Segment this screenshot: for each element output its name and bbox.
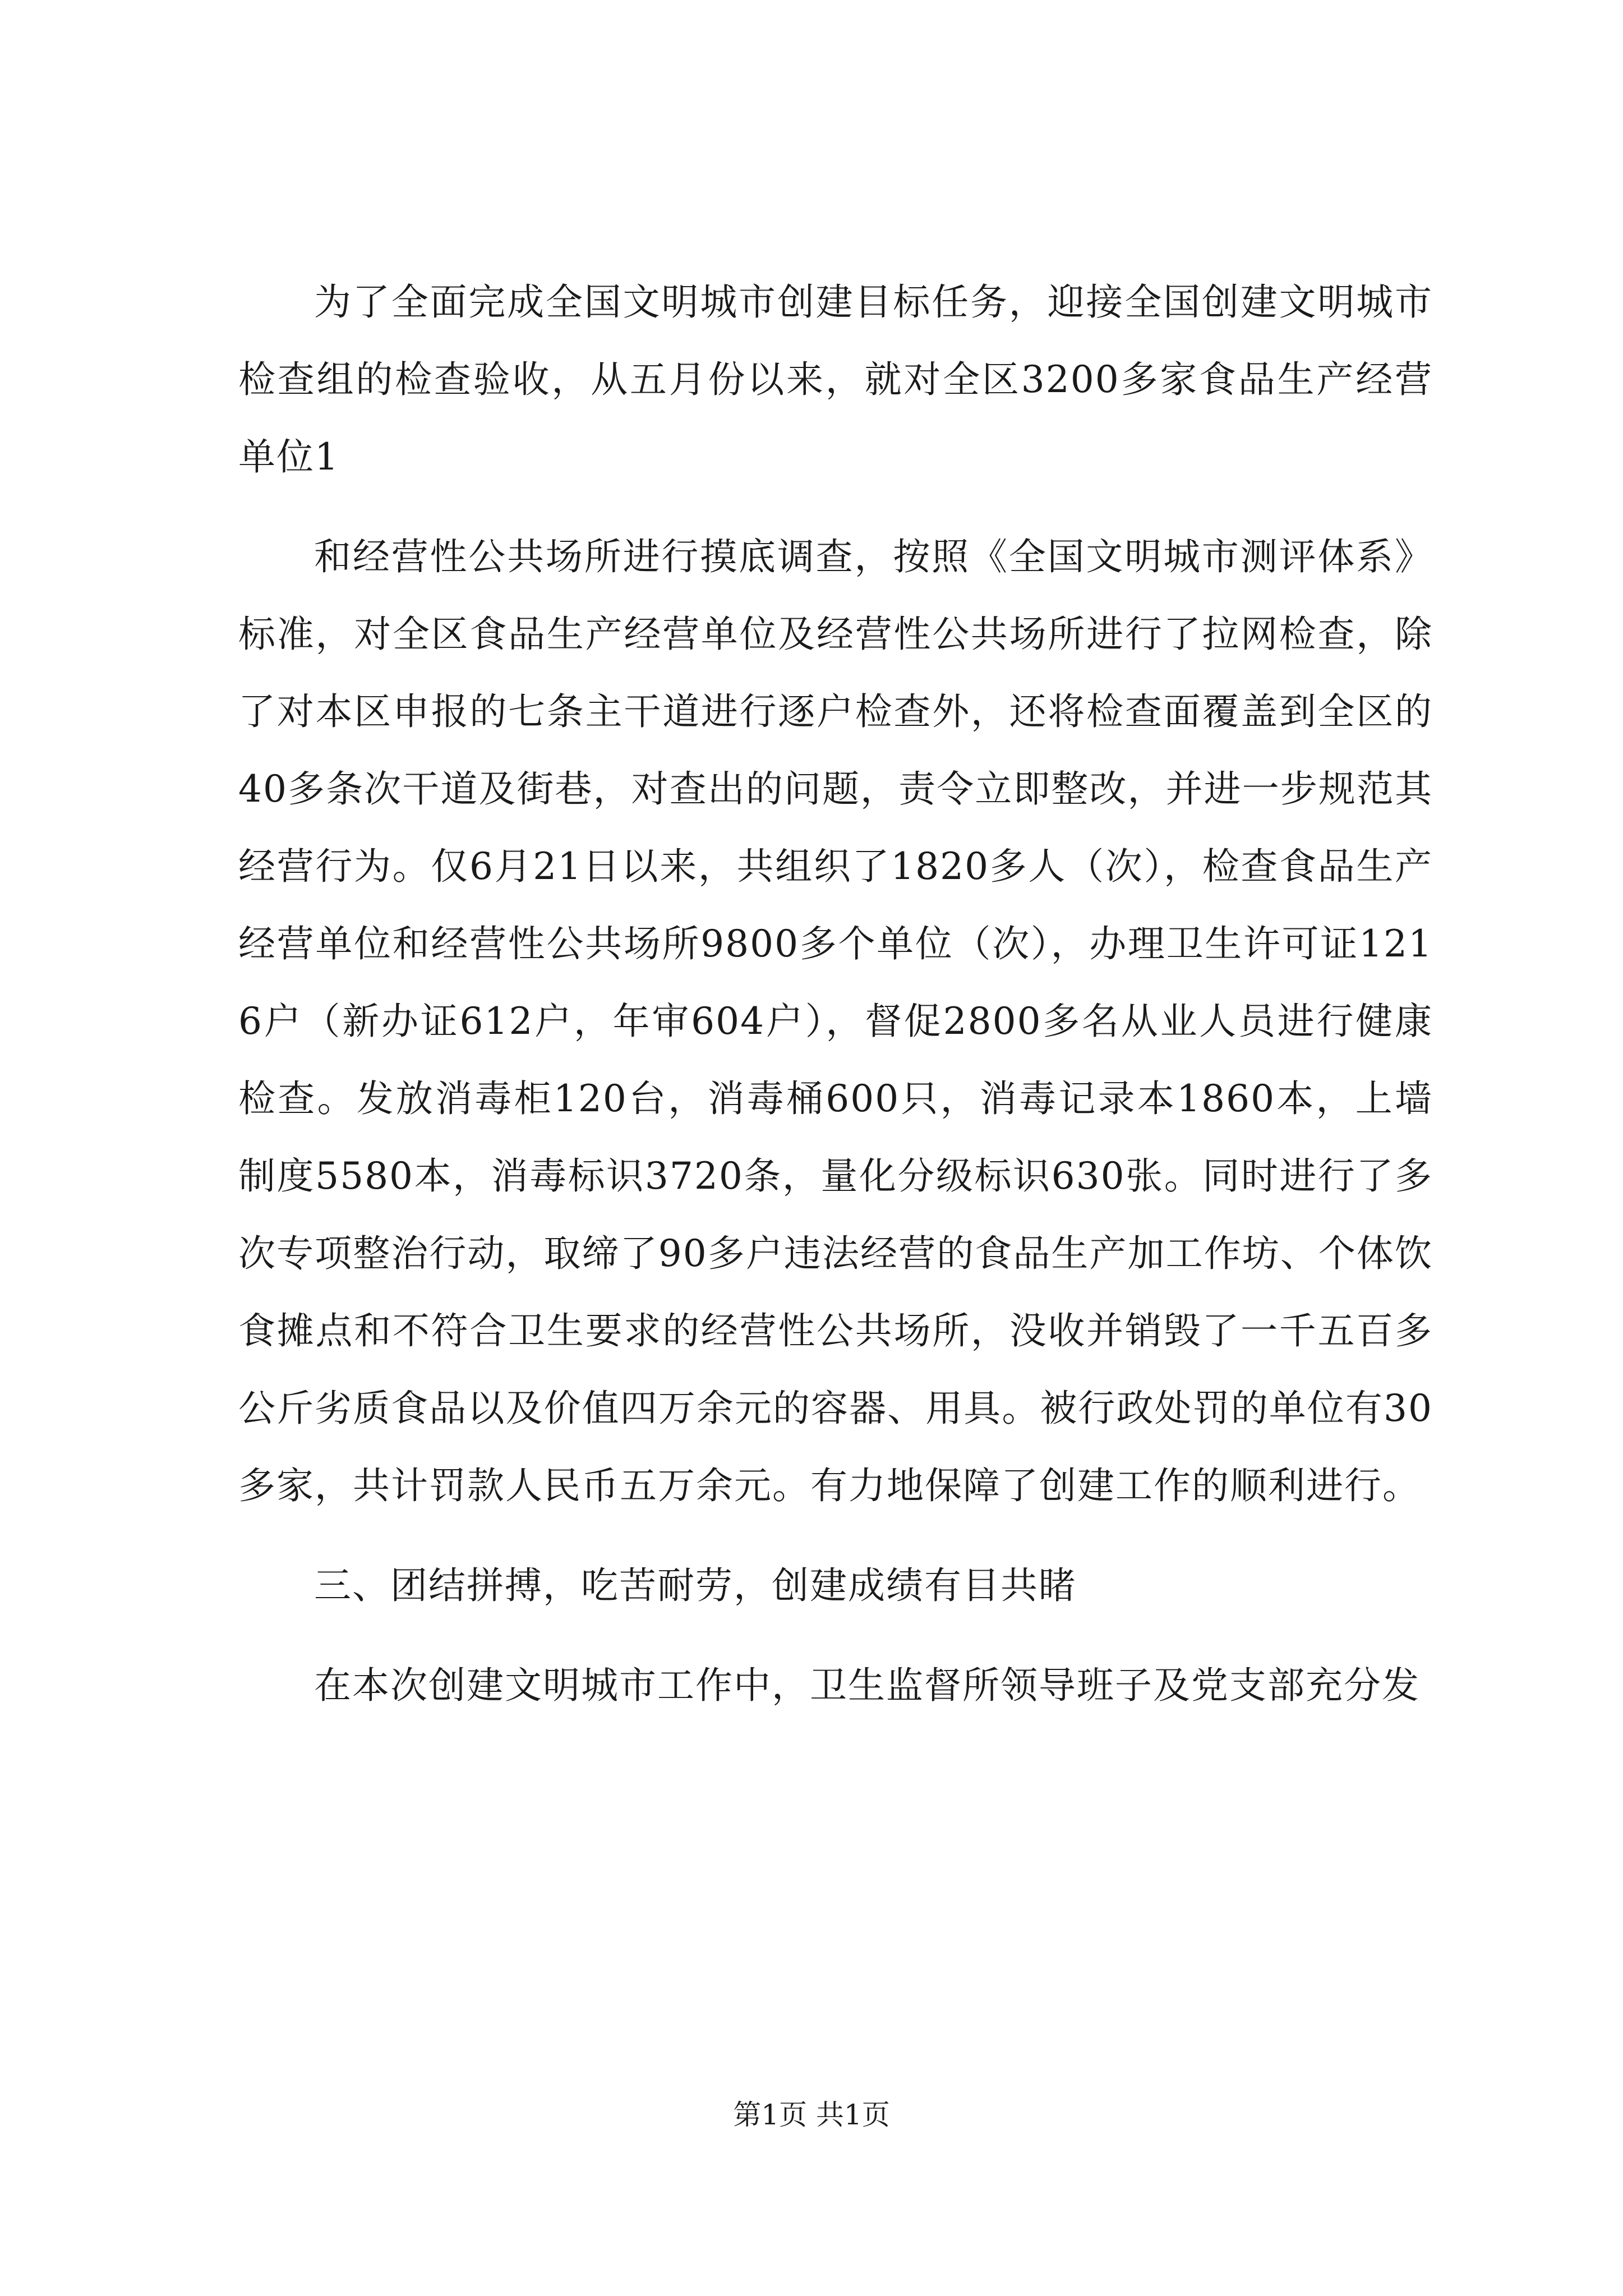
paragraph-3: 在本次创建文明城市工作中，卫生监督所领导班子及党支部充分发 (314, 1664, 1420, 1707)
document-body (238, 264, 1433, 1747)
section-heading: 三、团结拼搏，吃苦耐劳，创建成绩有目共睹 (314, 1564, 1077, 1607)
paragraph-1: 为了全面完成全国文明城市创建目标任务，迎接全国创建文明城市检查组的检查验收，从五月份以来，就对全区3200多家食品生产经营单位1 (238, 280, 1433, 478)
page-footer: 第1页 共1页 (733, 2099, 890, 2131)
paragraph-2: 和经营性公共场所进行摸底调查，按照《全国文明城市测评体系》标准，对全区食品生产经营单位及经营性公共场所进行了拉网检查，除了对本区申报的七条主干道进行逐户检查外，还将检查面覆盖到全区的40多条次干道及街巷，对查出的问题，责令立即整改，并进一步规范其经营行为。仅6月21日以来，共组织了1820多人（次），检查食品生产经营单位和经营性公共场所9800多个单位（次），办理卫生许可证1216户（新办证612户，年审604户），督促2800多名从业人员进行健康检查。发放消毒柜120台，消毒桶600只，消毒记录本1860本，上墙制度5580本，消毒标识3720条，量化分级标识630张。同时进行了多次专项整治行动，取缔了90多户违法经营的食品生产加工作坊、个体饮食摊点和不符合卫生要求的经营性公共场所，没收并销毁了一千五百多公斤劣质食品以及价值四万余元的容器、用具。被行政处罚的单位有30多家，共计罚款人民币五万余元。有力地保障了创建工作的顺利进行。 (238, 535, 1433, 1507)
